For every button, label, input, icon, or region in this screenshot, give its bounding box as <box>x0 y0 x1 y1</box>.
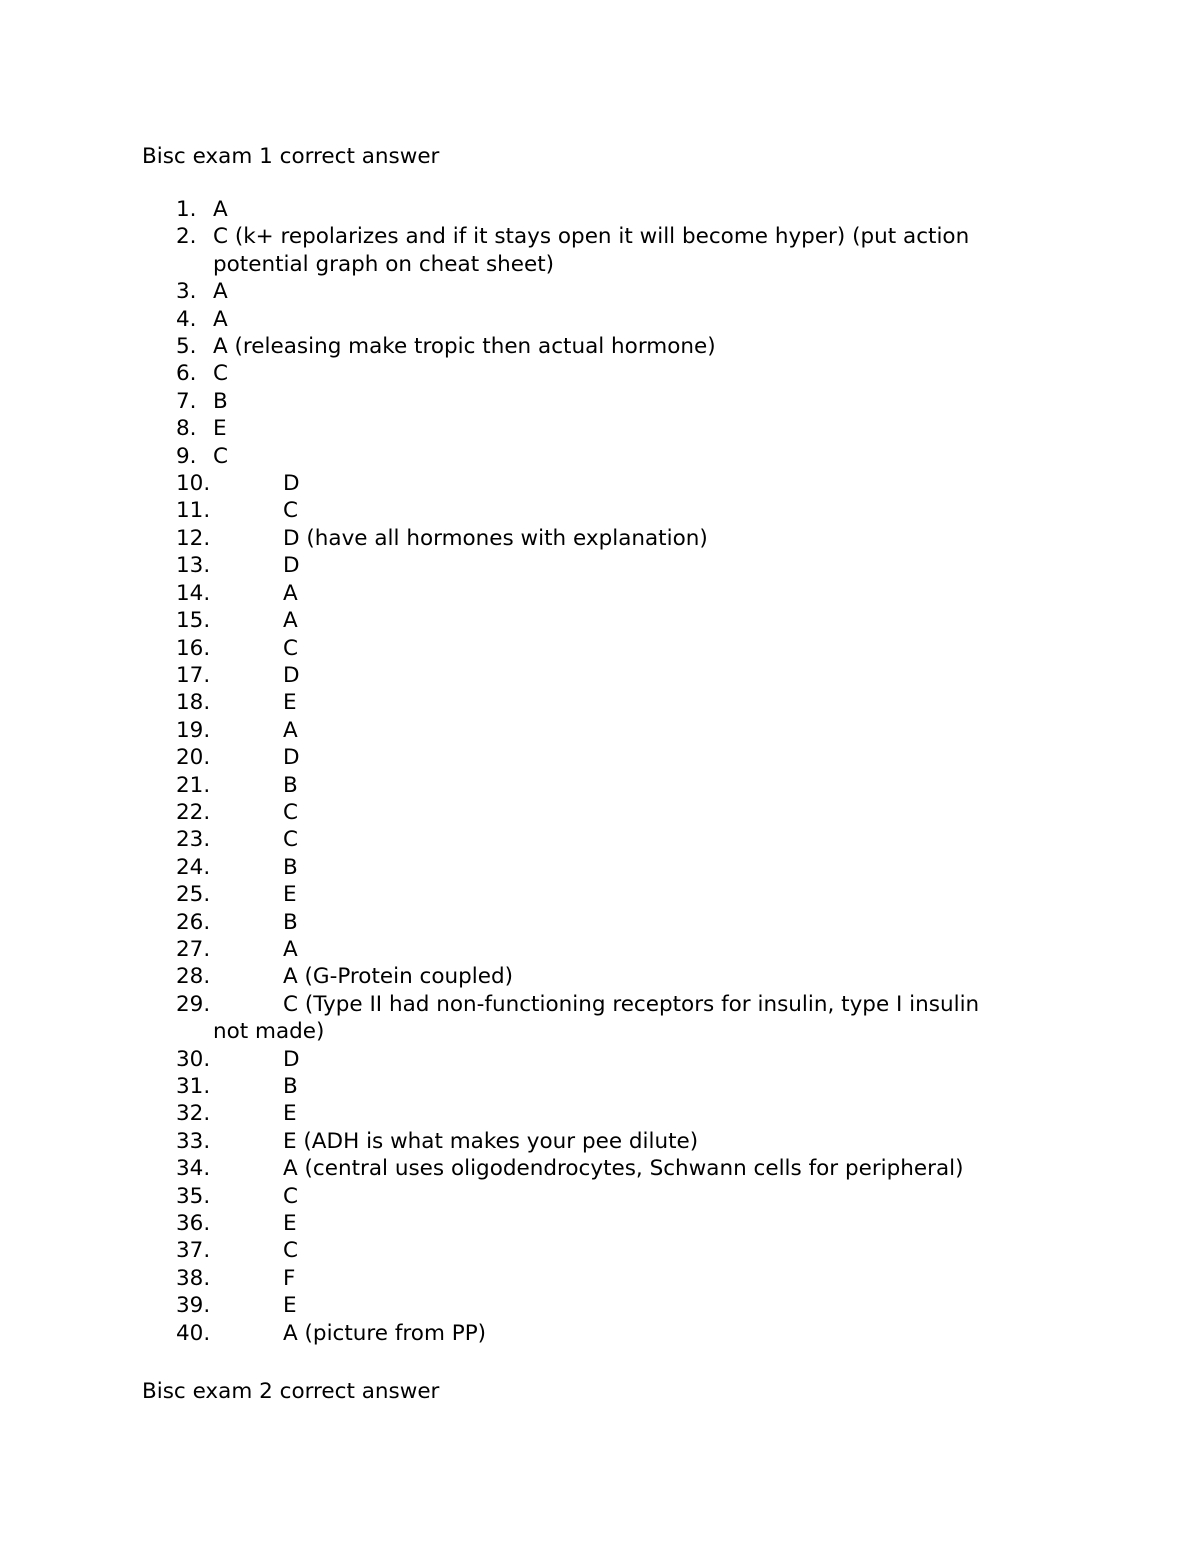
item-number: 18. <box>176 690 211 716</box>
item-answer: E <box>283 690 297 716</box>
item-answer: C <box>213 361 229 387</box>
item-answer: C <box>283 1183 299 1209</box>
item-answer: E <box>283 1211 297 1237</box>
item-answer: E <box>283 1101 297 1127</box>
list-item <box>0 909 1123 936</box>
item-answer: C <box>283 827 299 853</box>
list-item <box>0 689 1123 716</box>
item-number: 4. <box>176 306 197 332</box>
item-number: 30. <box>176 1046 211 1072</box>
item-answer: E <box>283 882 297 908</box>
list-item <box>0 470 1123 497</box>
list-item <box>0 799 1123 826</box>
list-item <box>0 963 1123 990</box>
item-number: 8. <box>176 416 197 442</box>
item-answer: A (central uses oligodendrocytes, Schwann cells for peripheral) <box>283 1156 964 1182</box>
item-answer: C <box>283 498 299 524</box>
item-answer: D (have all hormones with explanation) <box>283 525 708 551</box>
item-answer: C <box>283 1238 299 1264</box>
item-number: 32. <box>176 1101 211 1127</box>
item-answer: B <box>283 909 298 935</box>
item-number: 6. <box>176 361 197 387</box>
item-number: 27. <box>176 936 211 962</box>
item-number: 39. <box>176 1293 211 1319</box>
item-number: 9. <box>176 443 197 469</box>
item-number: 14. <box>176 580 211 606</box>
list-item <box>0 607 1123 634</box>
item-answer: A (G-Protein coupled) <box>283 964 514 990</box>
item-number: 22. <box>176 799 211 825</box>
item-number: 34. <box>176 1156 211 1182</box>
item-number: 25. <box>176 882 211 908</box>
item-answer: B <box>283 854 298 880</box>
list-item <box>0 278 1053 305</box>
item-answer: C <box>283 799 299 825</box>
list-item <box>0 333 1053 360</box>
item-number: 16. <box>176 635 211 661</box>
item-number: 11. <box>176 498 211 524</box>
list-item <box>0 772 1123 799</box>
list-item <box>0 497 1123 524</box>
item-number: 33. <box>176 1128 211 1154</box>
list-item <box>0 196 1053 223</box>
item-answer: E <box>283 1293 297 1319</box>
item-answer-continued: not made) <box>213 1019 325 1045</box>
list-item <box>0 306 1053 333</box>
item-answer: C (k+ repolarizes and if it stays open it will become hyper) (put action potential graph on cheat sheet) <box>213 224 970 277</box>
item-number: 23. <box>176 827 211 853</box>
list-item <box>0 854 1123 881</box>
exam2-title: Bisc exam 2 correct answer <box>142 1379 440 1404</box>
item-answer: B <box>283 1074 298 1099</box>
item-answer: B <box>213 388 228 414</box>
list-item <box>0 1128 1123 1155</box>
item-number: 12. <box>176 525 211 551</box>
item-answer: E (ADH is what makes your pee dilute) <box>283 1128 699 1154</box>
item-answer: D <box>283 553 300 579</box>
item-number: 28. <box>176 964 211 990</box>
list-item <box>0 1237 1123 1264</box>
list-item <box>0 223 1053 278</box>
item-number: 3. <box>176 279 197 305</box>
list-item <box>0 1265 1123 1292</box>
item-answer: C (Type II had non-functioning receptors for insulin, type I insulin <box>283 991 980 1017</box>
list-item <box>0 1210 1123 1237</box>
exam1-title: Bisc exam 1 correct answer <box>142 144 440 169</box>
list-item <box>0 936 1123 963</box>
item-number: 5. <box>176 334 197 360</box>
item-answer: A <box>283 608 298 634</box>
list-item <box>0 1100 1123 1127</box>
list-item <box>0 443 1053 470</box>
item-answer: A <box>213 279 228 305</box>
item-number: 13. <box>176 553 211 579</box>
item-answer: D <box>283 662 300 688</box>
item-answer: A <box>283 580 298 606</box>
item-number: 40. <box>176 1320 211 1346</box>
list-item <box>0 415 1053 442</box>
item-number: 29. <box>176 991 211 1017</box>
item-answer: A (releasing make tropic then actual hormone) <box>213 334 716 360</box>
list-item <box>0 744 1123 771</box>
item-answer: A (picture from PP) <box>283 1320 487 1346</box>
list-item <box>0 1183 1123 1210</box>
item-number: 1. <box>176 197 197 222</box>
item-answer: A <box>283 717 298 743</box>
item-answer: C <box>283 635 299 661</box>
item-number: 31. <box>176 1074 211 1099</box>
item-number: 20. <box>176 745 211 771</box>
list-item <box>0 552 1123 579</box>
list-item <box>0 360 1053 387</box>
item-answer: D <box>283 471 300 497</box>
item-number: 38. <box>176 1265 211 1291</box>
exam1-answer-list <box>0 196 1200 1347</box>
item-number: 21. <box>176 772 211 798</box>
list-item <box>0 1320 1123 1347</box>
list-item <box>0 525 1123 552</box>
item-answer: B <box>283 772 298 798</box>
list-item <box>0 1292 1123 1319</box>
list-item <box>0 881 1123 908</box>
list-item <box>0 388 1053 415</box>
list-item <box>0 991 1123 1046</box>
item-answer: A <box>213 197 228 222</box>
item-number: 35. <box>176 1183 211 1209</box>
list-item <box>0 635 1123 662</box>
list-item <box>0 580 1123 607</box>
item-number: 15. <box>176 608 211 634</box>
item-number: 10. <box>176 471 211 497</box>
item-answer: C <box>213 443 229 469</box>
item-number: 37. <box>176 1238 211 1264</box>
item-number: 17. <box>176 662 211 688</box>
list-item <box>0 662 1123 689</box>
item-answer: D <box>283 1046 300 1072</box>
list-item <box>0 1046 1123 1073</box>
item-answer: A <box>213 306 228 332</box>
item-answer: F <box>283 1265 296 1291</box>
item-number: 7. <box>176 388 197 414</box>
item-number: 24. <box>176 854 211 880</box>
list-item <box>0 826 1123 853</box>
item-answer: A <box>283 936 298 962</box>
item-answer: E <box>213 416 227 442</box>
item-number: 19. <box>176 717 211 743</box>
item-answer: D <box>283 745 300 771</box>
item-number: 2. <box>176 224 197 250</box>
list-item <box>0 1155 1123 1182</box>
list-item <box>0 717 1123 744</box>
item-number: 26. <box>176 909 211 935</box>
list-item <box>0 1073 1123 1100</box>
item-number: 36. <box>176 1211 211 1237</box>
